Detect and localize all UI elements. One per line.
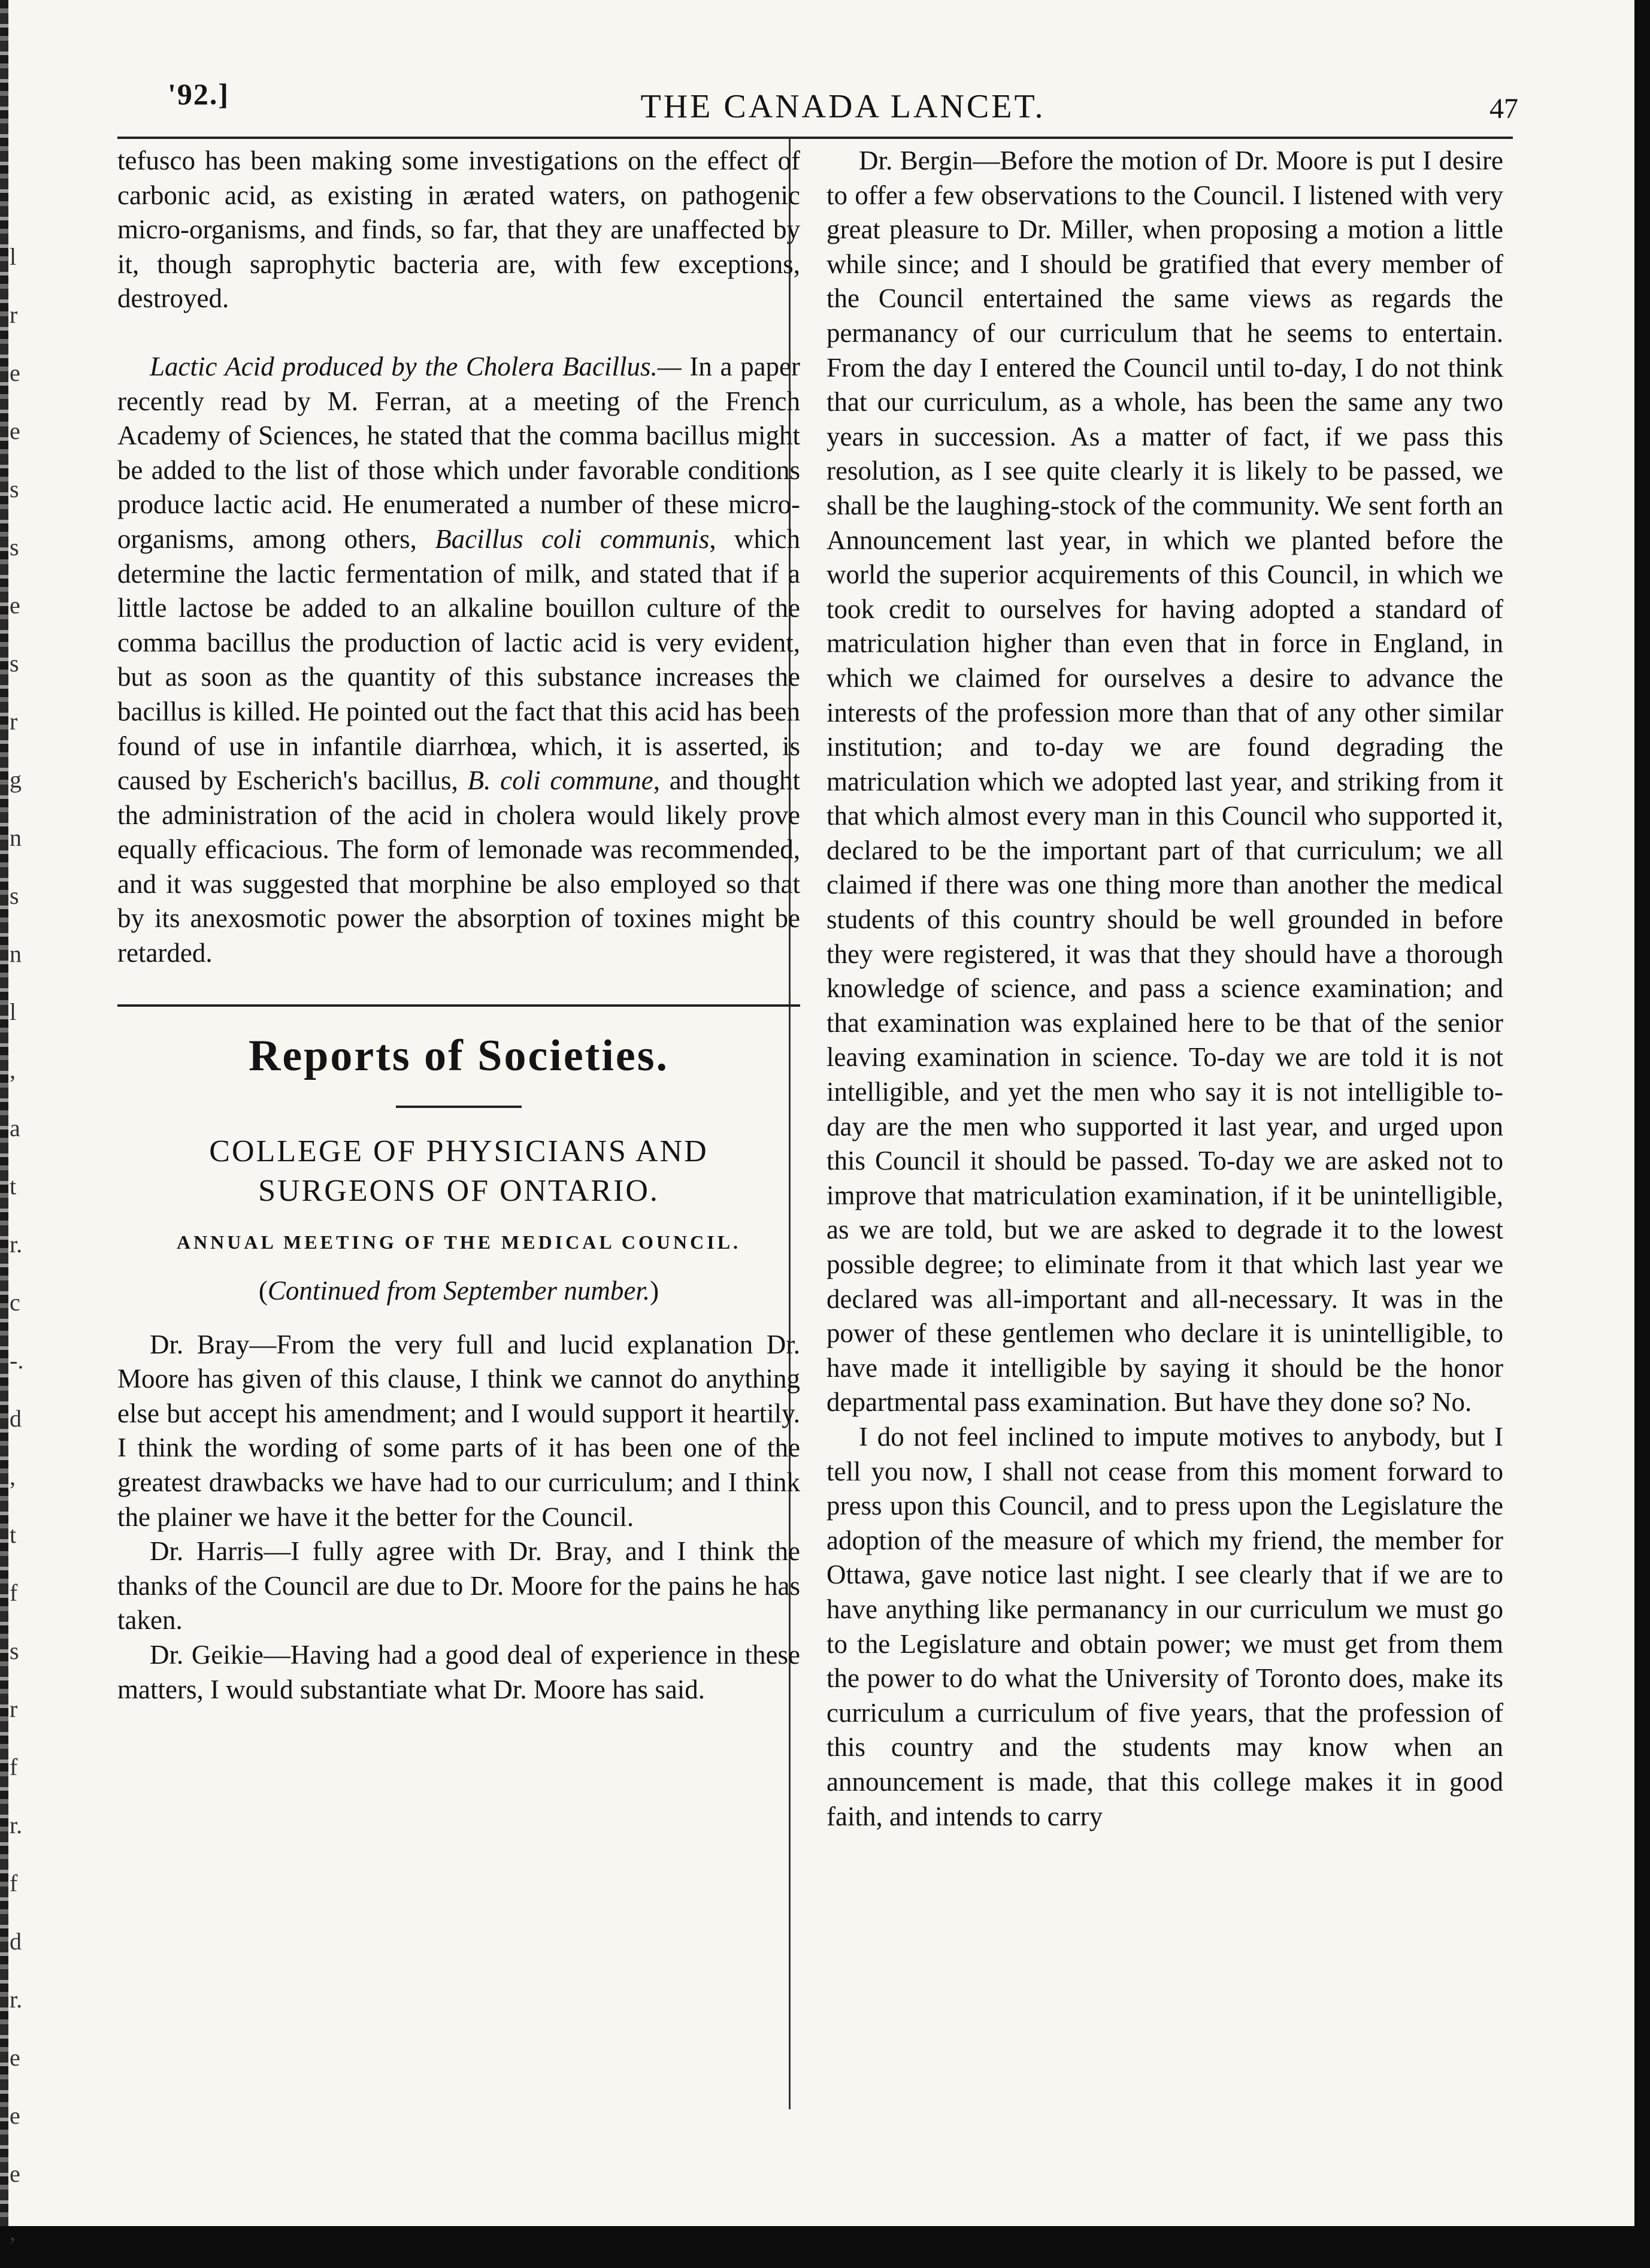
margin-fragment: , [10, 1463, 16, 1490]
journal-title: THE CANADA LANCET. [640, 88, 1046, 125]
page-number: 47 [1489, 93, 1518, 125]
margin-fragment: t [10, 1521, 17, 1548]
margin-fragment: s [10, 1637, 19, 1664]
paragraph-dr-geikie: Dr. Geikie—Having had a good deal of experience in these matters, I would substantiate what Dr. Moore has said. [117, 1640, 800, 1704]
margin-fragment: e [10, 2102, 20, 2129]
header-volume-ref: '92.] [168, 77, 230, 111]
lactic-text-2: , which determine the lactic fermentation of milk, and stated that if a little lactose be added to an alkaline bouillon culture of the comma bacillus the production of lactic acid is very evident, but as soon as the quantity of this substance increases the bacillus is killed. He pointed out the fact that this acid has been found of use in infantile diarrhœa, which, it is asserted, is caused by Escherich's bacillus, [117, 523, 800, 796]
margin-fragment: s [10, 476, 19, 502]
margin-fragment: r [10, 708, 18, 735]
margin-fragment: r [10, 301, 18, 328]
continued-close: ) [650, 1275, 659, 1306]
margin-fragment: e [10, 592, 20, 619]
previous-page-margin [10, 228, 24, 2261]
paragraph-dr-bray: Dr. Bray—From the very full and lucid explanation Dr. Moore has given of this clause, I think we cannot do anything else but accept his amendment; and I would support it heartily. I think the wording of some parts of it has been one of the greatest drawbacks we have had to our curriculum; and I think the plainer we have it the better for the Council. [117, 1329, 800, 1532]
paragraph-legislature: I do not feel inclined to impute motives to anybody, but I tell you now, I shall not cease from this moment forward to press upon this Council, and to press upon the Legislature the adoption of the measure of which my friend, the member for Ottawa, gave notice last night. I see clearly that if we are to have anything like permanancy in our curriculum we must go to the Legislature and obtain power; we must get from them the power to do what the University of Toronto does, make its curriculum a curriculum of five years, that the profession of this country and the students may know when an announcement is made, that this college makes it in good faith, and intends to carry [826, 1421, 1503, 1831]
margin-fragment: e [10, 359, 20, 386]
margin-fragment: e [10, 2044, 20, 2071]
running-header [168, 77, 1518, 125]
right-column [826, 144, 1503, 1834]
margin-fragment: a [10, 1115, 20, 1141]
margin-fragment: g [10, 766, 22, 793]
left-column [117, 144, 800, 1707]
header-rule [117, 137, 1513, 139]
margin-fragment: r. [10, 1812, 23, 1839]
b-coli-commune: B. coli commune [467, 765, 653, 796]
margin-fragment: d [10, 1928, 22, 1955]
college-title: COLLEGE OF PHYSICIANS AND SURGEONS OF ONTARIO. [209, 1134, 709, 1208]
section-rule [117, 1004, 800, 1007]
lactic-acid-heading: Lactic Acid produced by the Cholera Bacillus.— [150, 351, 682, 381]
short-rule [396, 1106, 522, 1108]
book-binding-edge [0, 0, 8, 2268]
margin-fragment: t [10, 1173, 17, 1200]
margin-fragment: n [10, 940, 22, 967]
margin-fragment: , [10, 1056, 16, 1083]
continued-open: ( [258, 1275, 268, 1306]
paragraph-dr-harris: Dr. Harris—I fully agree with Dr. Bray, and I think the thanks of the Council are due to Dr. Moore for the pains he has taken. [117, 1536, 800, 1636]
paragraph-lactic-acid [117, 350, 800, 971]
margin-fragment: r [10, 1695, 18, 1722]
margin-fragment: s [10, 650, 19, 677]
margin-fragment: -. [10, 1347, 24, 1374]
margin-fragment: e [10, 417, 20, 444]
margin-fragment: e [10, 2160, 20, 2187]
margin-fragment: r. [10, 1231, 23, 1258]
scan-border-right [1634, 0, 1650, 2268]
margin-fragment: n [10, 824, 22, 851]
paragraph-carbonic-acid: tefusco has been making some investigations on the effect of carbonic acid, as existing in ærated waters, on pathogenic micro-organisms, and finds, so far, that they are unaffected by it, though saprophytic bacteria are, with few exceptions, destroyed. [117, 146, 800, 314]
margin-fragment: s [10, 882, 19, 909]
margin-fragment: l [10, 998, 17, 1025]
lactic-text-3: , and thought the administration of the acid in cholera would likely prove equally efficacious. The form of lemonade was recommended, and it was suggested that morphine be also employed so that by its anexosmotic power the absorption of toxines might be retarded. [117, 765, 800, 968]
section-title: Reports of Societies. [248, 1031, 670, 1080]
bacillus-coli-communis: Bacillus coli communis [435, 523, 710, 554]
margin-fragment: l [10, 243, 17, 270]
meeting-title: ANNUAL MEETING OF THE MEDICAL COUNCIL. [176, 1231, 741, 1253]
lactic-text-1: In a paper recently read by M. Ferran, at a meeting of the French Academy of Sciences, he stated that the comma bacillus might be added to the list of those which under favorable conditions produce lactic acid. He enumerated a number of these micro-organisms, among others, [117, 351, 800, 554]
margin-fragment: d [10, 1405, 22, 1432]
margin-fragment: , [10, 2218, 16, 2245]
margin-fragment: c [10, 1289, 20, 1316]
paragraph-dr-bergin: Dr. Bergin—Before the motion of Dr. Moore is put I desire to offer a few observations to the Council. I listened with very great pleasure to Dr. Miller, when proposing a motion a little while since; and I should be gratified that every member of the Council entertained the same views as regards the permanancy of our curriculum that he seems to entertain. From the day I entered the Council until to-day, I do not think that our curriculum, as a whole, has been the same any two years in succession. As a matter of fact, if we pass this resolution, as I see quite clearly it is likely to be passed, we shall be the laughing-stock of the community. We sent forth an Announcement last year, in which we planted before the world the superior acquirements of this Council, in which we took credit to ourselves for having adopted a standard of matriculation higher than even that in force in England, in which we claimed for ourselves a desire to advance the interests of the profession more than that of any other similar institution; and to-day we are found degrading the matriculation which we adopted last year, and striking from it that which almost every man in this Council who supported it, declared to be the important part of that curriculum; we all claimed if there was one thing more than another the medical students of this country should be well grounded in before they were registered, it was that they should have a thorough knowledge of science, and pass a science examination; and that examination was explained here to be that of the senior leaving examination in science. To-day we are told it is not intelligible, and yet the men who say it is not intelligible to-day are the men who supported it last year, and urged upon this Council it should be passed. To-day we are asked not to improve that matriculation examination, if it be unintelligible, as we are told, but we are asked to degrade it to the lowest possible degree; to eliminate from it that which last year we declared was all-important and all-necessary. It was in the power of these gentlemen who declare it is unintelligible, to have made it intelligible by saying it should be the honor departmental pass examination. But have they done so? No. [826, 146, 1503, 1418]
continued-note [117, 1275, 800, 1306]
margin-fragment: f [10, 1579, 18, 1606]
continued-text: Continued from September number. [267, 1275, 650, 1306]
margin-fragment: f [10, 1754, 18, 1781]
margin-fragment: f [10, 1870, 18, 1897]
margin-fragment: s [10, 534, 19, 561]
scan-border-bottom [0, 2226, 1650, 2268]
margin-fragment: r. [10, 1986, 23, 2013]
